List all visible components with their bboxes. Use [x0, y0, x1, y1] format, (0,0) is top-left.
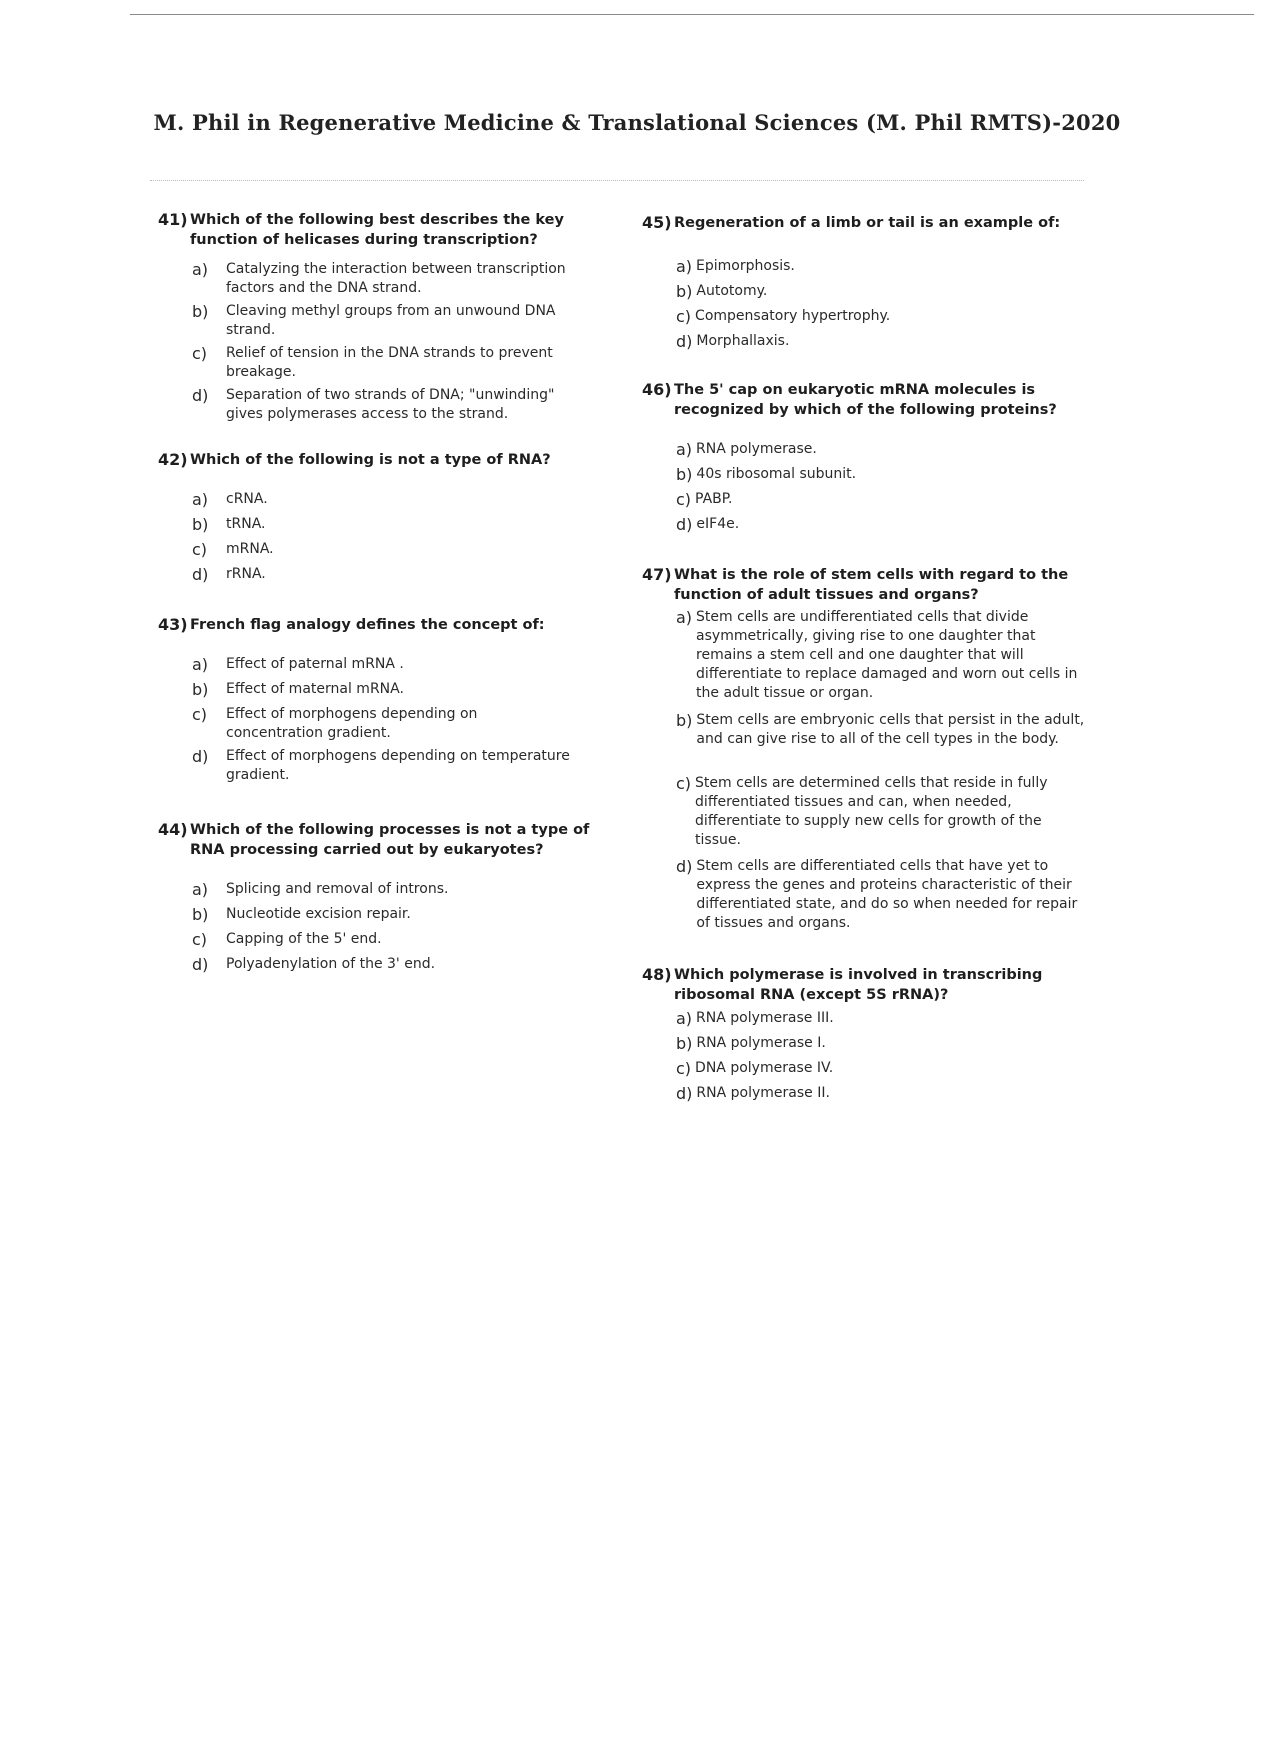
question-text: Which polymerase is involved in transcribing ribosomal RNA (except 5S rRNA)?	[674, 967, 1043, 1003]
question-text: The 5' cap on eukaryotic mRNA molecules is recognized by which of the following proteins?	[674, 382, 1057, 418]
question-47	[642, 565, 1092, 931]
question-number: 44)	[158, 820, 188, 839]
option-text: Stem cells are determined cells that reside in fully differentiated tissues and can, when needed, differentiate to supply new cells for growth of the tissue.	[695, 775, 1048, 848]
option-text: eIF4e.	[696, 516, 740, 532]
option-letter: b)	[192, 515, 209, 534]
option-c	[676, 1059, 1086, 1078]
option-text: RNA polymerase II.	[696, 1085, 830, 1101]
question-44	[158, 820, 608, 974]
option-a	[676, 1009, 1086, 1028]
option-letter: a)	[676, 257, 693, 276]
option-d	[192, 565, 572, 584]
question-43	[158, 615, 608, 783]
option-text: RNA polymerase.	[696, 441, 817, 457]
top-rule	[130, 14, 1254, 15]
option-c	[676, 774, 1086, 850]
option-letter: b)	[192, 905, 209, 924]
option-letter: d)	[192, 955, 209, 974]
option-d	[676, 1084, 1086, 1103]
option-a	[676, 440, 1086, 459]
option-letter: d)	[192, 565, 209, 584]
option-c	[192, 344, 572, 382]
question-text: French flag analogy defines the concept of:	[190, 617, 545, 633]
question-number: 48)	[642, 965, 672, 984]
option-letter: d)	[676, 1084, 693, 1103]
option-d	[192, 747, 572, 785]
option-text: Splicing and removal of introns.	[226, 881, 449, 897]
option-letter: d)	[192, 386, 209, 405]
option-letter: c)	[192, 344, 208, 363]
question-number: 42)	[158, 450, 188, 469]
option-text: Stem cells are differentiated cells that have yet to express the genes and proteins characteristic of their differentiated state, and do so when needed for repair of tissues and organs.	[696, 858, 1078, 931]
option-text: Nucleotide excision repair.	[226, 906, 411, 922]
option-d	[192, 955, 572, 974]
option-letter: a)	[676, 608, 693, 627]
option-text: Relief of tension in the DNA strands to prevent breakage.	[226, 345, 553, 380]
question-text: Which of the following is not a type of RNA?	[190, 452, 551, 468]
question-text: Which of the following processes is not a type of RNA processing carried out by eukaryotes?	[190, 822, 590, 858]
option-text: Capping of the 5' end.	[226, 931, 382, 947]
option-letter: b)	[676, 1034, 693, 1053]
option-letter: a)	[676, 1009, 693, 1028]
option-text: Epimorphosis.	[696, 258, 795, 274]
option-text: cRNA.	[226, 491, 268, 507]
option-text: RNA polymerase III.	[696, 1010, 834, 1026]
option-text: RNA polymerase I.	[696, 1035, 826, 1051]
option-text: 40s ribosomal subunit.	[696, 466, 857, 482]
option-text: mRNA.	[226, 541, 274, 557]
option-text: rRNA.	[226, 566, 266, 582]
option-letter: a)	[192, 880, 209, 899]
option-letter: c)	[676, 1059, 692, 1078]
option-text: PABP.	[695, 491, 733, 507]
option-text: Autotomy.	[696, 283, 768, 299]
option-a	[192, 655, 572, 674]
option-text: Cleaving methyl groups from an unwound DNA strand.	[226, 303, 556, 338]
option-letter: d)	[676, 332, 693, 351]
option-letter: a)	[192, 490, 209, 509]
option-text: Compensatory hypertrophy.	[695, 308, 891, 324]
option-b	[192, 905, 572, 924]
question-number: 43)	[158, 615, 188, 634]
option-b	[676, 1034, 1086, 1053]
option-a	[192, 880, 572, 899]
option-text: Effect of paternal mRNA .	[226, 656, 404, 672]
question-text: What is the role of stem cells with regard to the function of adult tissues and organs?	[674, 567, 1069, 603]
question-number: 46)	[642, 380, 672, 399]
option-letter: b)	[676, 282, 693, 301]
option-text: tRNA.	[226, 516, 266, 532]
option-a	[676, 257, 1086, 276]
option-b	[676, 465, 1086, 484]
option-c	[192, 540, 572, 559]
option-letter: c)	[676, 490, 692, 509]
option-c	[192, 705, 572, 743]
question-number: 41)	[158, 210, 188, 229]
option-letter: b)	[676, 711, 693, 730]
question-text: Regeneration of a limb or tail is an example of:	[674, 215, 1061, 231]
option-text: Separation of two strands of DNA; "unwinding" gives polymerases access to the strand.	[226, 387, 555, 422]
question-46	[642, 380, 1092, 534]
option-letter: d)	[192, 747, 209, 766]
question-number: 45)	[642, 213, 672, 232]
option-b	[192, 515, 572, 534]
option-d	[676, 332, 1086, 351]
option-letter: b)	[676, 465, 693, 484]
option-d	[676, 857, 1086, 933]
option-letter: b)	[192, 680, 209, 699]
option-c	[676, 307, 1086, 326]
option-a	[192, 260, 572, 298]
question-48	[642, 965, 1092, 1103]
option-text: Effect of morphogens depending on concentration gradient.	[226, 706, 478, 741]
option-letter: c)	[676, 307, 692, 326]
option-text: Morphallaxis.	[696, 333, 790, 349]
option-b	[676, 282, 1086, 301]
option-letter: b)	[192, 302, 209, 321]
option-text: Polyadenylation of the 3' end.	[226, 956, 436, 972]
page-title: M. Phil in Regenerative Medicine & Translational Sciences (M. Phil RMTS)-2020	[153, 110, 1121, 135]
question-42	[158, 450, 608, 584]
question-number: 47)	[642, 565, 672, 584]
option-letter: c)	[192, 705, 208, 724]
header-divider	[150, 180, 1084, 181]
option-text: Effect of morphogens depending on temperature gradient.	[226, 748, 570, 783]
option-text: Stem cells are undifferentiated cells that divide asymmetrically, giving rise to one daughter that remains a stem cell and one daughter that will differentiate to replace damaged and worn out cells in the adult tissue or organ.	[696, 609, 1078, 701]
option-text: DNA polymerase IV.	[695, 1060, 834, 1076]
option-d	[192, 386, 572, 424]
option-d	[676, 515, 1086, 534]
option-letter: a)	[192, 655, 209, 674]
option-letter: d)	[676, 515, 693, 534]
option-a	[676, 608, 1086, 703]
option-b	[676, 711, 1086, 749]
option-letter: a)	[192, 260, 209, 279]
option-letter: c)	[192, 540, 208, 559]
option-text: Catalyzing the interaction between transcription factors and the DNA strand.	[226, 261, 566, 296]
option-letter: c)	[192, 930, 208, 949]
option-text: Effect of maternal mRNA.	[226, 681, 404, 697]
option-letter: a)	[676, 440, 693, 459]
option-c	[676, 490, 1086, 509]
question-41	[158, 210, 608, 422]
option-c	[192, 930, 572, 949]
option-b	[192, 680, 572, 699]
option-b	[192, 302, 572, 340]
question-text: Which of the following best describes the key function of helicases during transcription?	[190, 212, 564, 248]
option-letter: c)	[676, 774, 692, 793]
option-text: Stem cells are embryonic cells that persist in the adult, and can give rise to all of the cell types in the body.	[696, 712, 1085, 747]
option-a	[192, 490, 572, 509]
question-45	[642, 213, 1092, 351]
option-letter: d)	[676, 857, 693, 876]
